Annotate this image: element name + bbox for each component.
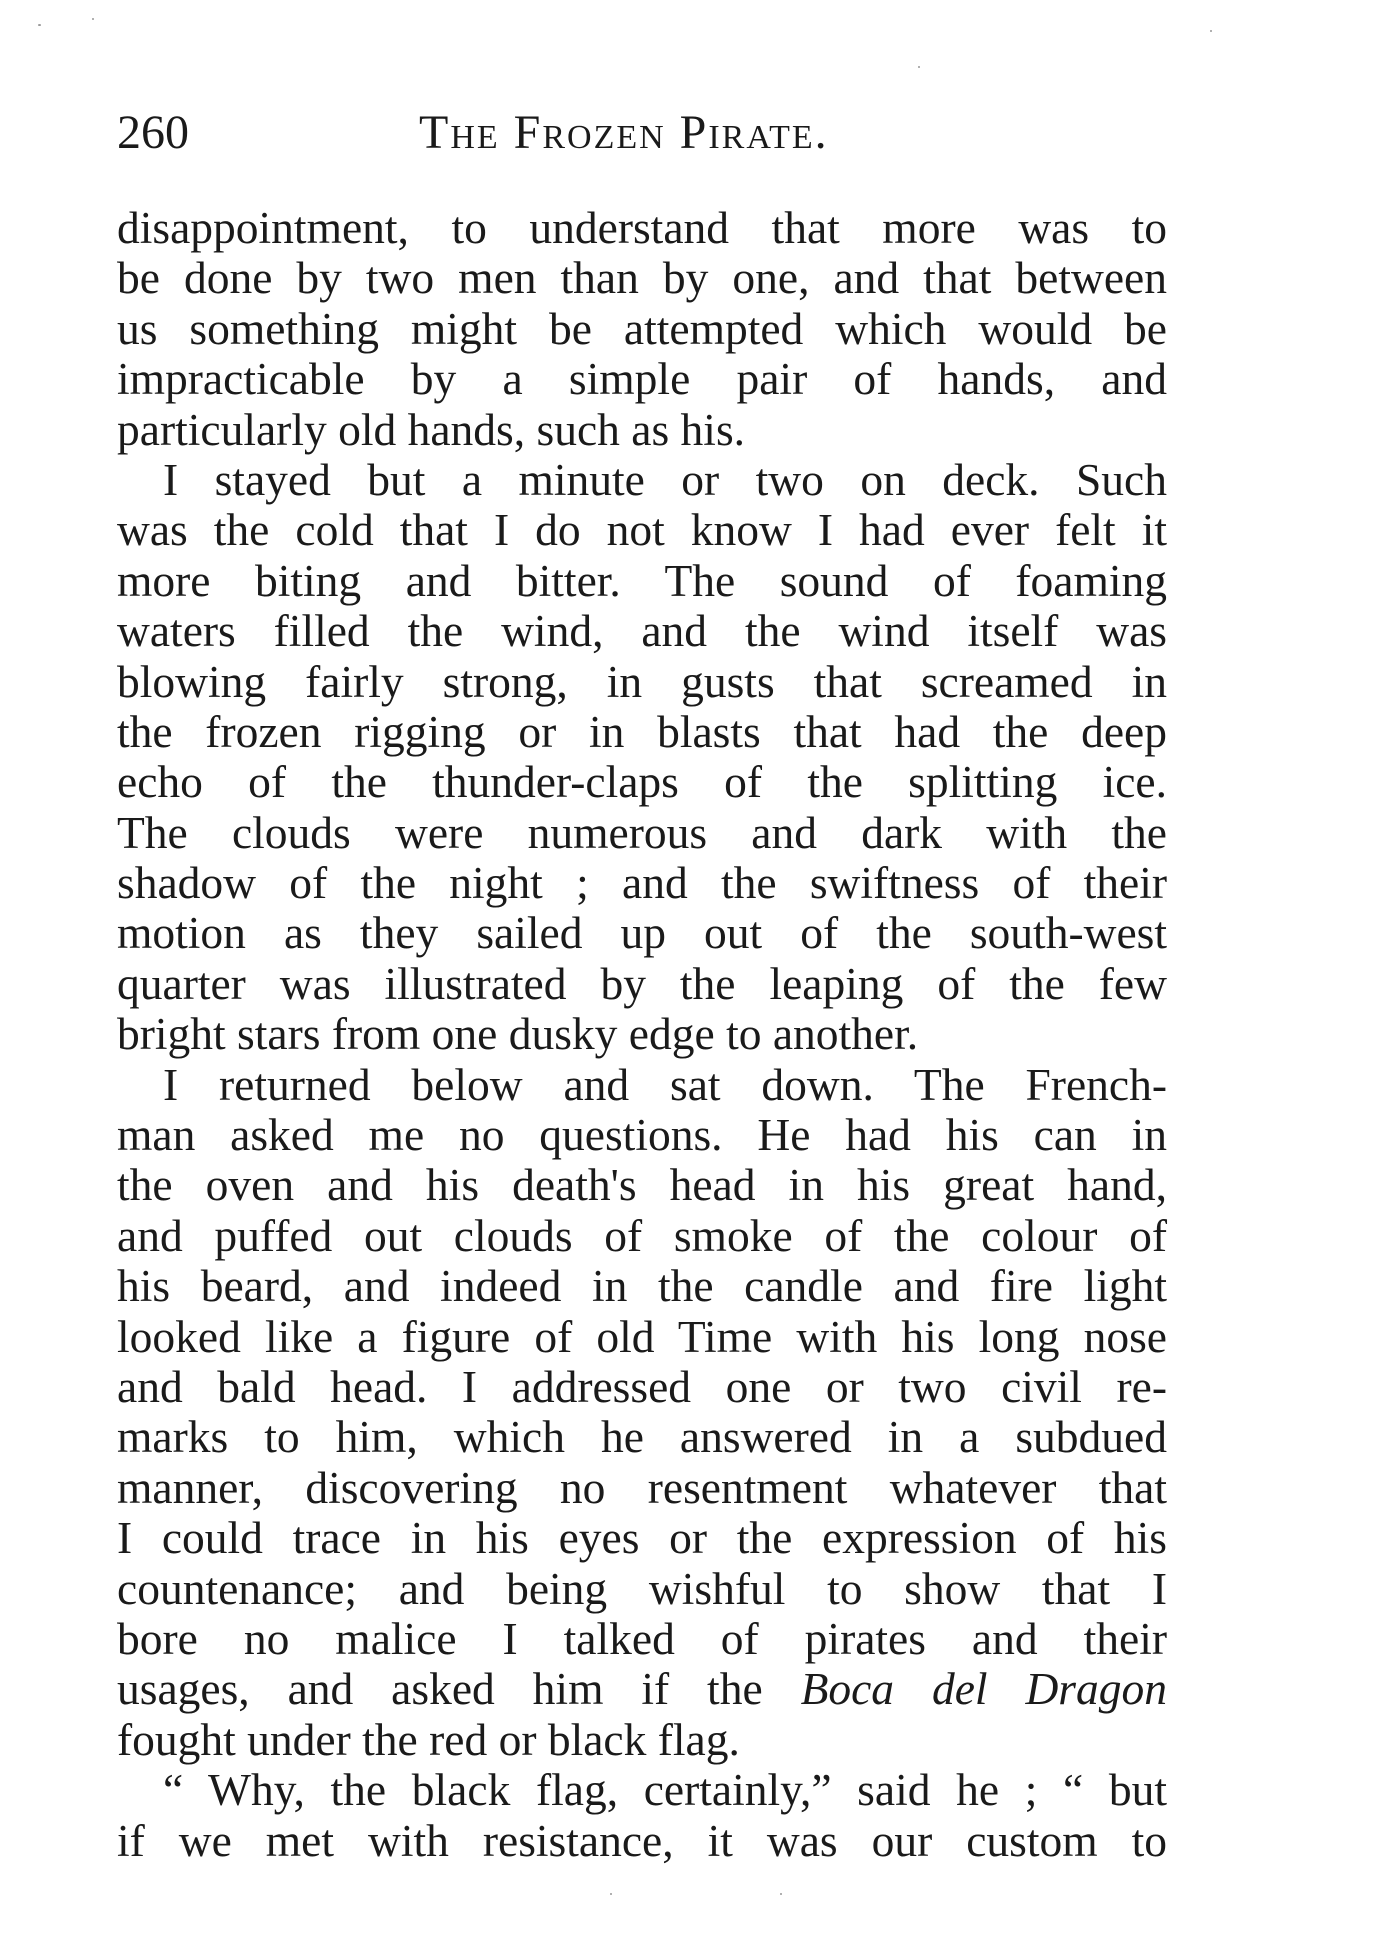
- text-line: and puffed out clouds of smoke of the colour of: [117, 1209, 1167, 1261]
- text-line: his beard, and indeed in the candle and fire light: [117, 1260, 1167, 1312]
- page-number: 260: [117, 106, 189, 159]
- text-line: was the cold that I do not know I had ever felt it: [117, 504, 1167, 556]
- text-line: waters filled the wind, and the wind itself was: [117, 605, 1167, 657]
- text-line: countenance; and being wishful to show that I: [117, 1562, 1167, 1614]
- text-line: marks to him, which he answered in a subdued: [117, 1411, 1167, 1463]
- text-line: be done by two men than by one, and that between: [117, 252, 1167, 304]
- text-line: I could trace in his eyes or the expression of his: [117, 1512, 1167, 1564]
- scan-speck: [92, 18, 94, 20]
- text-line: shadow of the night ; and the swiftness of their: [117, 857, 1167, 909]
- text-line: particularly old hands, such as his.: [117, 403, 746, 455]
- text-line: and bald head. I addressed one or two civil re-: [117, 1360, 1167, 1412]
- ship-name: Boca del Dragon: [800, 1663, 1168, 1715]
- text-line: echo of the thunder-claps of the splitting ice.: [117, 756, 1167, 808]
- text-line: the frozen rigging or in blasts that had the deep: [117, 705, 1167, 757]
- text-line: bright stars from one dusky edge to another.: [117, 1008, 919, 1060]
- scan-speck: [1210, 30, 1212, 32]
- scan-speck: [918, 66, 920, 68]
- text-line: disappointment, to understand that more was to: [117, 202, 1167, 253]
- running-head: [117, 103, 1167, 163]
- text-line: I returned below and sat down. The French-: [163, 1058, 1167, 1110]
- text-line: bore no malice I talked of pirates and their: [117, 1612, 1167, 1664]
- scan-speck: [38, 24, 41, 26]
- scan-speck: [780, 1893, 782, 1895]
- text-line: impracticable by a simple pair of hands, and: [117, 353, 1167, 405]
- text-line: us something might be attempted which would be: [117, 302, 1167, 354]
- body-text: [117, 203, 1167, 1866]
- text-line: more biting and bitter. The sound of foaming: [117, 554, 1167, 606]
- text-line: quarter was illustrated by the leaping of the few: [117, 957, 1167, 1009]
- text-line: blowing fairly strong, in gusts that screamed in: [117, 655, 1167, 707]
- text-line: if we met with resistance, it was our custom to: [117, 1814, 1167, 1866]
- text-line: motion as they sailed up out of the south-west: [117, 907, 1167, 959]
- text-line: “ Why, the black flag, certainly,” said he ; “ but: [163, 1764, 1167, 1816]
- text-line: The clouds were numerous and dark with the: [117, 806, 1167, 858]
- text-line: usages, and asked him if the Boca del Dragon: [117, 1663, 1168, 1715]
- text-line: looked like a figure of old Time with his long nose: [117, 1310, 1167, 1362]
- running-title: The Frozen Pirate.: [419, 106, 829, 159]
- text-line: fought under the red or black flag.: [117, 1713, 740, 1765]
- text-line: manner, discovering no resentment whatever that: [117, 1461, 1167, 1513]
- scan-speck: [610, 1893, 612, 1895]
- text-line: I stayed but a minute or two on deck. Such: [163, 453, 1167, 505]
- text-line: man asked me no questions. He had his can in: [117, 1109, 1167, 1161]
- text-line: the oven and his death's head in his great hand,: [117, 1159, 1167, 1211]
